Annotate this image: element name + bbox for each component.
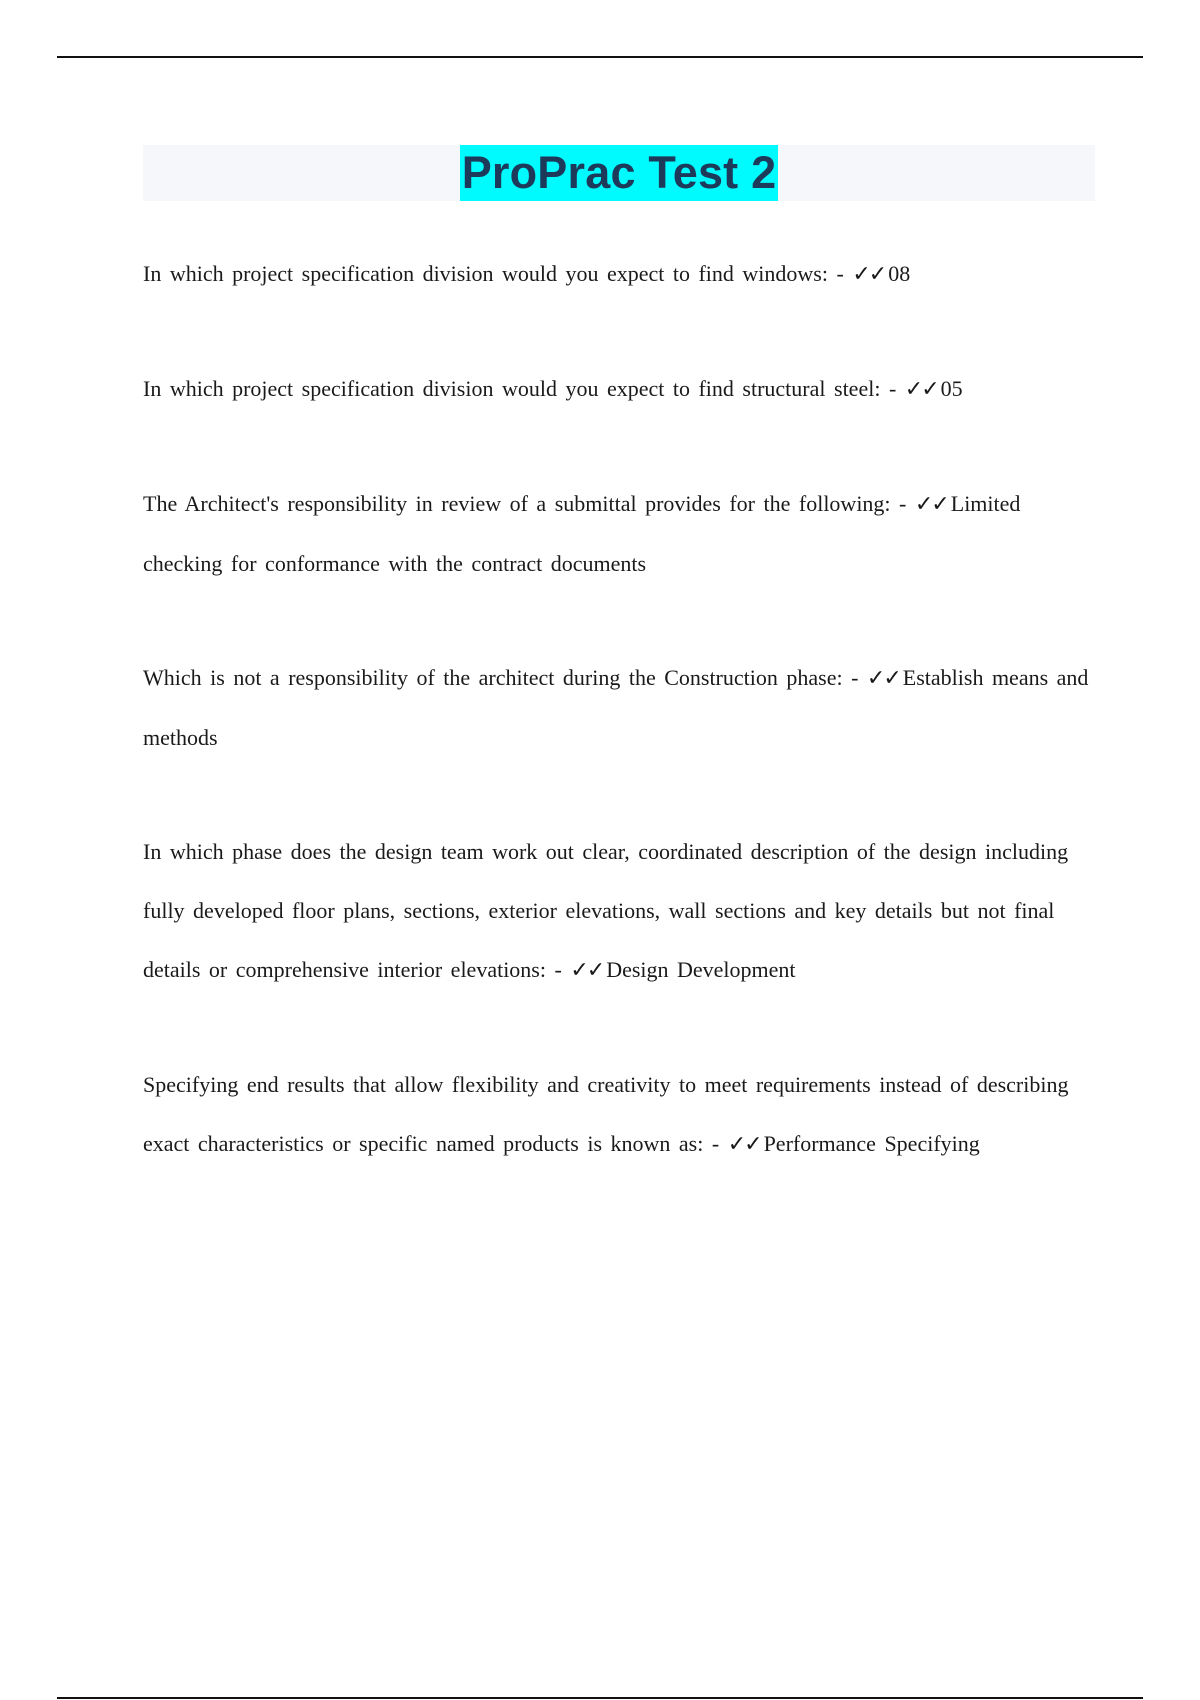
question-text: Which is not a responsibility of the architect during the Construction phase: bbox=[143, 665, 843, 690]
answer-separator: - bbox=[851, 665, 859, 690]
title-band bbox=[143, 145, 1095, 201]
answer-separator: - bbox=[899, 491, 907, 516]
qa-item-1 bbox=[143, 244, 1095, 304]
document-title: ProPrac Test 2 bbox=[460, 145, 779, 201]
answer-separator: - bbox=[836, 261, 844, 286]
question-text: In which phase does the design team work out clear, coordinated description of the design including fully developed floor plans, sections, exterior elevations, wall sections and key details but not final details or comprehensive interior elevations: bbox=[143, 839, 1069, 982]
question-text: The Architect's responsibility in review of a submittal provides for the following: bbox=[143, 491, 891, 516]
answer-text: Limited checking for conformance with the contract documents bbox=[143, 491, 1021, 576]
double-check-icon: ✓✓ bbox=[570, 958, 604, 983]
question-text: Specifying end results that allow flexibility and creativity to meet requirements instead of describing exact characteristics or specific named products is known as: bbox=[143, 1072, 1069, 1156]
answer-separator: - bbox=[711, 1131, 720, 1156]
qa-item-2 bbox=[143, 359, 1095, 419]
question-text: In which project specification division would you expect to find windows: bbox=[143, 261, 828, 286]
answer-text: Establish means and methods bbox=[143, 665, 1089, 750]
double-check-icon: ✓✓ bbox=[904, 377, 938, 402]
qa-item-6 bbox=[143, 1055, 1095, 1174]
document-body bbox=[143, 145, 1095, 1229]
qa-item-3 bbox=[143, 474, 1095, 593]
bottom-rule bbox=[57, 1697, 1143, 1699]
qa-item-5 bbox=[143, 822, 1095, 1000]
qa-item-4 bbox=[143, 648, 1095, 767]
double-check-icon: ✓✓ bbox=[866, 666, 900, 691]
double-check-icon: ✓✓ bbox=[914, 492, 948, 517]
answer-text: 05 bbox=[940, 376, 963, 401]
answer-text: Design Development bbox=[606, 957, 796, 982]
answer-text: Performance Specifying bbox=[763, 1131, 980, 1156]
answer-separator: - bbox=[888, 376, 897, 401]
double-check-icon: ✓✓ bbox=[852, 262, 886, 287]
top-rule bbox=[57, 56, 1143, 58]
answer-separator: - bbox=[554, 957, 562, 982]
question-text: In which project specification division would you expect to find structural steel: bbox=[143, 376, 881, 401]
double-check-icon: ✓✓ bbox=[727, 1132, 761, 1157]
answer-text: 08 bbox=[888, 261, 911, 286]
